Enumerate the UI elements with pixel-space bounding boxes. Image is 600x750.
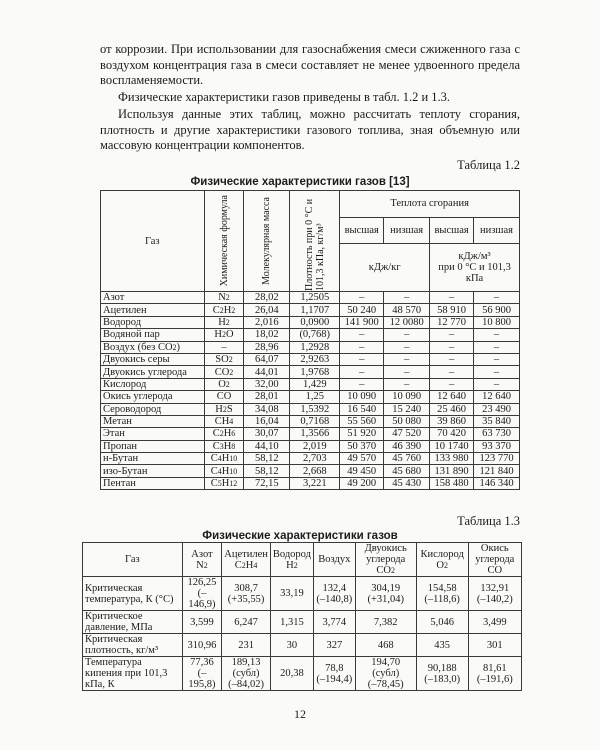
table-row	[101, 329, 520, 341]
cell-l2: –	[474, 341, 520, 353]
cell-h1: –	[340, 353, 384, 365]
cell-gas: Ацетилен	[101, 304, 205, 316]
cell-gas: Сероводород	[101, 403, 205, 415]
t3-formula-oxygen: O2	[436, 559, 448, 571]
table-1-2-title: Физические характеристики газов [13]	[190, 176, 410, 188]
cell-m: 58,12	[244, 453, 290, 465]
cell-d: 2,703	[290, 453, 340, 465]
cell-h1: –	[340, 378, 384, 390]
table-row	[101, 453, 520, 465]
cell-d: 1,2505	[290, 292, 340, 304]
cell-f: C2H6	[204, 428, 244, 440]
table-row	[101, 378, 520, 390]
cell-l1: 45 680	[384, 465, 430, 477]
table-row	[83, 657, 522, 691]
header-higher-mass: высшая	[340, 217, 384, 244]
t3-header-air: Воздух	[313, 543, 355, 577]
cell-l2: –	[474, 353, 520, 365]
cell-h1: 55 560	[340, 415, 384, 427]
cell-gas: Пропан	[101, 440, 205, 452]
cell-h1: 50 240	[340, 304, 384, 316]
cell-m: 30,07	[244, 428, 290, 440]
cell-f: C4H10	[204, 465, 244, 477]
cell-h1: 10 090	[340, 391, 384, 403]
cell-l2: 123 770	[474, 453, 520, 465]
cell-d: 1,429	[290, 378, 340, 390]
cell-d: 1,1707	[290, 304, 340, 316]
cell-h1: –	[340, 341, 384, 353]
cell-h1: 51 920	[340, 428, 384, 440]
cell-l1: 48 570	[384, 304, 430, 316]
cell-l2: 56 900	[474, 304, 520, 316]
cell-f: CO	[204, 391, 244, 403]
table-row	[101, 403, 520, 415]
header-lower-vol: низшая	[474, 217, 520, 244]
cell-value: 78,8 (–194,4)	[313, 657, 355, 691]
t3-formula-hydrogen: H2	[286, 559, 298, 571]
t3-formula-acetylene: C2H4	[234, 559, 258, 571]
cell-l2: 10 800	[474, 316, 520, 328]
cell-value: 194,70 (субл) (–78,45)	[355, 657, 416, 691]
cell-gas: Азот	[101, 292, 205, 304]
cell-l2: 146 340	[474, 477, 520, 489]
cell-h2: –	[430, 378, 474, 390]
header-formula: Химическая формула	[218, 195, 230, 287]
cell-f: SO2	[204, 353, 244, 365]
cell-value: 77,36 (–195,8)	[182, 657, 222, 691]
cell-m: 34,08	[244, 403, 290, 415]
cell-value: 435	[416, 634, 468, 657]
cell-h2: 12 770	[430, 316, 474, 328]
cell-h1: 49 200	[340, 477, 384, 489]
cell-f: H2	[204, 316, 244, 328]
table-row	[101, 391, 520, 403]
cell-l1: 47 520	[384, 428, 430, 440]
cell-m: 58,12	[244, 465, 290, 477]
cell-value: 126,25 (–146,9)	[182, 577, 222, 611]
cell-d: 1,3566	[290, 428, 340, 440]
cell-h1: –	[340, 329, 384, 341]
cell-value: 132,4 (–140,8)	[313, 577, 355, 611]
cell-value: 3,499	[468, 611, 521, 634]
cell-l1: 15 240	[384, 403, 430, 415]
row-label: Критическая температура, К (°С)	[83, 577, 183, 611]
header-lower-mass: низшая	[384, 217, 430, 244]
cell-gas: Окись углерода	[101, 391, 205, 403]
cell-d: 3,221	[290, 477, 340, 489]
table-row	[101, 341, 520, 353]
t3-formula-co: CO	[487, 565, 503, 576]
cell-value: 90,188 (–183,0)	[416, 657, 468, 691]
table-1-2-caption: Таблица 1.2	[457, 158, 520, 172]
cell-l1: –	[384, 366, 430, 378]
table-row	[101, 292, 520, 304]
cell-m: 44,10	[244, 440, 290, 452]
cell-l1: –	[384, 341, 430, 353]
cell-value: 132,91 (–140,2)	[468, 577, 521, 611]
cell-gas: Двуокись серы	[101, 353, 205, 365]
table-row	[101, 316, 520, 328]
cell-value: 308,7 (+35,55)	[222, 577, 271, 611]
cell-l1: 12 0080	[384, 316, 430, 328]
cell-d: 1,25	[290, 391, 340, 403]
cell-value: 231	[222, 634, 271, 657]
table-row	[101, 366, 520, 378]
cell-m: 2,016	[244, 316, 290, 328]
cell-l1: 46 390	[384, 440, 430, 452]
table-row	[83, 611, 522, 634]
cell-l2: 12 640	[474, 391, 520, 403]
page-number: 12	[294, 707, 306, 721]
cell-h1: 49 570	[340, 453, 384, 465]
cell-f: –	[204, 341, 244, 353]
t3-header-oxygen: Кислород O2	[416, 543, 468, 577]
cell-d: 2,668	[290, 465, 340, 477]
header-unit-vol-line1: кДж/м³	[458, 251, 491, 263]
header-density: Плотность при 0 °С и 101,3 кПа, кг/м³	[303, 198, 326, 291]
cell-f: N2	[204, 292, 244, 304]
cell-f: C5H12	[204, 477, 244, 489]
table-1-3-caption: Таблица 1.3	[457, 514, 520, 528]
t3-formula-co2: CO2	[376, 565, 396, 576]
cell-value: 6,247	[222, 611, 271, 634]
cell-l1: –	[384, 329, 430, 341]
cell-d: 2,9263	[290, 353, 340, 365]
t3-header-co2: Двуокись углерода CO2	[355, 543, 416, 577]
table-1-3-title: Физические характеристики газов	[202, 530, 398, 542]
cell-value: 304,19 (+31,04)	[355, 577, 416, 611]
cell-f: C4H10	[204, 453, 244, 465]
cell-value: 30	[270, 634, 313, 657]
cell-gas: Воздух (без CO2)	[101, 341, 205, 353]
cell-f: CO2	[204, 366, 244, 378]
cell-gas: Двуокись углерода	[101, 366, 205, 378]
cell-m: 28,96	[244, 341, 290, 353]
cell-gas: Пентан	[101, 477, 205, 489]
cell-m: 28,02	[244, 292, 290, 304]
cell-l2: 121 840	[474, 465, 520, 477]
cell-l2: 93 370	[474, 440, 520, 452]
cell-m: 18,02	[244, 329, 290, 341]
cell-value: 154,58 (–118,6)	[416, 577, 468, 611]
cell-value: 81,61 (–191,6)	[468, 657, 521, 691]
table-row	[101, 440, 520, 452]
table-row	[101, 477, 520, 489]
cell-value: 301	[468, 634, 521, 657]
cell-h2: –	[430, 366, 474, 378]
row-label: Критическое давление, МПа	[83, 611, 183, 634]
cell-l2: –	[474, 378, 520, 390]
cell-value: 468	[355, 634, 416, 657]
cell-value: 3,599	[182, 611, 222, 634]
cell-m: 64,07	[244, 353, 290, 365]
table-row	[101, 428, 520, 440]
header-unit-mass: кДж/кг	[340, 244, 430, 292]
cell-h1: 50 370	[340, 440, 384, 452]
cell-d: 0,7168	[290, 415, 340, 427]
cell-m: 32,00	[244, 378, 290, 390]
cell-h2: –	[430, 341, 474, 353]
cell-h1: 141 900	[340, 316, 384, 328]
header-molar-mass: Молекулярная масса	[261, 197, 273, 285]
table-row	[83, 634, 522, 657]
header-higher-vol: высшая	[430, 217, 474, 244]
cell-value: 1,315	[270, 611, 313, 634]
cell-l2: 35 840	[474, 415, 520, 427]
cell-d: 1,9768	[290, 366, 340, 378]
table-row	[101, 415, 520, 427]
cell-gas: изо-Бутан	[101, 465, 205, 477]
cell-value: 189,13 (субл) (–84,02)	[222, 657, 271, 691]
cell-h2: 158 480	[430, 477, 474, 489]
cell-d: 2,019	[290, 440, 340, 452]
cell-h2: 58 910	[430, 304, 474, 316]
cell-d: 1,5392	[290, 403, 340, 415]
cell-h2: –	[430, 329, 474, 341]
table-row	[101, 465, 520, 477]
table-row	[83, 577, 522, 611]
cell-h2: 10 1740	[430, 440, 474, 452]
cell-h2: –	[430, 353, 474, 365]
cell-f: C3H8	[204, 440, 244, 452]
cell-l1: –	[384, 353, 430, 365]
cell-l2: –	[474, 329, 520, 341]
header-heat: Теплота сгорания	[340, 191, 520, 218]
cell-h1: 49 450	[340, 465, 384, 477]
cell-d: 0,0900	[290, 316, 340, 328]
cell-m: 28,01	[244, 391, 290, 403]
cell-h2: –	[430, 292, 474, 304]
row-label: Критическая плотность, кг/м³	[83, 634, 183, 657]
cell-f: C2H2	[204, 304, 244, 316]
cell-d: (0,768)	[290, 329, 340, 341]
table-row	[101, 353, 520, 365]
cell-l1: 45 760	[384, 453, 430, 465]
table-row	[101, 304, 520, 316]
cell-gas: Этан	[101, 428, 205, 440]
cell-h1: –	[340, 366, 384, 378]
cell-gas: Кислород	[101, 378, 205, 390]
cell-value: 3,774	[313, 611, 355, 634]
cell-l1: –	[384, 292, 430, 304]
cell-f: H2O	[204, 329, 244, 341]
cell-d: 1,2928	[290, 341, 340, 353]
cell-h2: 25 460	[430, 403, 474, 415]
cell-l1: 50 080	[384, 415, 430, 427]
cell-h2: 70 420	[430, 428, 474, 440]
cell-value: 33,19	[270, 577, 313, 611]
header-gas: Газ	[101, 191, 205, 292]
row-label: Температура кипения при 101,3 кПа, К	[83, 657, 183, 691]
paragraph-intro: от коррозии. При использовании для газоснабжения смеси сжиженного газа с воздухом концентрация газа в смеси составляет не менее удвоенного предела воспламеняемости.	[100, 42, 520, 88]
cell-m: 26,04	[244, 304, 290, 316]
gas-properties-table	[100, 190, 520, 490]
cell-m: 72,15	[244, 477, 290, 489]
cell-value: 310,96	[182, 634, 222, 657]
cell-gas: н-Бутан	[101, 453, 205, 465]
header-unit-vol-line2: при 0 °С и 101,3 кПа	[438, 262, 511, 285]
cell-value: 327	[313, 634, 355, 657]
cell-l2: 23 490	[474, 403, 520, 415]
cell-h1: 16 540	[340, 403, 384, 415]
t3-header-nitrogen: Азот N2	[182, 543, 222, 577]
cell-f: O2	[204, 378, 244, 390]
cell-gas: Водяной пар	[101, 329, 205, 341]
cell-gas: Метан	[101, 415, 205, 427]
cell-h2: 12 640	[430, 391, 474, 403]
cell-f: H2S	[204, 403, 244, 415]
critical-properties-table	[82, 542, 522, 691]
t3-header-acetylene: Ацетилен C2H4	[222, 543, 271, 577]
cell-h2: 133 980	[430, 453, 474, 465]
t3-header-gas: Газ	[83, 543, 183, 577]
cell-value: 7,382	[355, 611, 416, 634]
cell-gas: Водород	[101, 316, 205, 328]
cell-l2: –	[474, 366, 520, 378]
t3-header-co: Окись углерода CO	[468, 543, 521, 577]
paragraph-usage: Используя данные этих таблиц, можно рассчитать теплоту сгорания, плотность и другие характеристики газового топлива, зная объемную или массовую концентрации компонентов.	[100, 107, 520, 153]
cell-l1: –	[384, 378, 430, 390]
cell-value: 5,046	[416, 611, 468, 634]
header-unit-vol	[430, 244, 520, 292]
cell-l1: 45 430	[384, 477, 430, 489]
t3-formula-nitrogen: N2	[196, 559, 208, 571]
cell-m: 44,01	[244, 366, 290, 378]
cell-h2: 39 860	[430, 415, 474, 427]
cell-l2: 63 730	[474, 428, 520, 440]
cell-h2: 131 890	[430, 465, 474, 477]
cell-f: CH4	[204, 415, 244, 427]
paragraph-tables-ref: Физические характеристики газов приведены в табл. 1.2 и 1.3.	[118, 90, 451, 104]
cell-value: 20,38	[270, 657, 313, 691]
cell-m: 16,04	[244, 415, 290, 427]
cell-h1: –	[340, 292, 384, 304]
t3-header-hydrogen: Водород H2	[270, 543, 313, 577]
cell-l1: 10 090	[384, 391, 430, 403]
cell-l2: –	[474, 292, 520, 304]
